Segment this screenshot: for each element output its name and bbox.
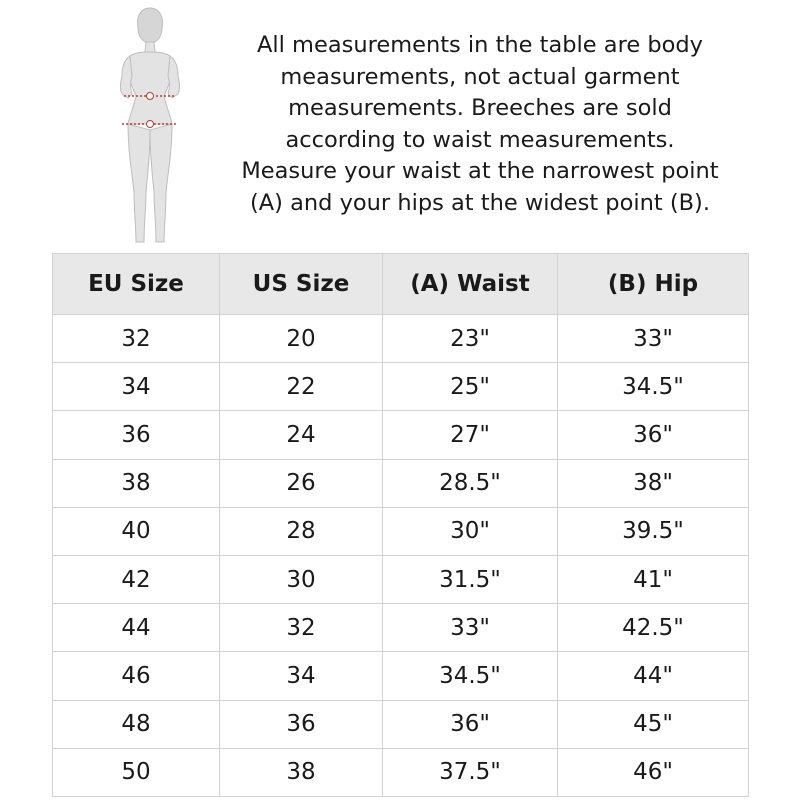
- us-size-cell: 20: [220, 315, 383, 363]
- waist-cell: 30": [383, 507, 558, 555]
- eu-size-cell: 50: [53, 748, 220, 796]
- header-waist: (A) Waist: [383, 254, 558, 315]
- size-chart-table: [52, 253, 749, 797]
- hip-cell: 38": [558, 459, 749, 507]
- hip-cell: 45": [558, 700, 749, 748]
- instruction-line: according to waist measurements.: [285, 126, 675, 153]
- waist-cell: 36": [383, 700, 558, 748]
- eu-size-cell: 32: [53, 315, 220, 363]
- body-measurement-figure: [100, 2, 210, 252]
- waist-cell: 25": [383, 363, 558, 411]
- hip-cell: 41": [558, 555, 749, 603]
- us-size-cell: 30: [220, 555, 383, 603]
- us-size-cell: 26: [220, 459, 383, 507]
- waist-cell: 31.5": [383, 555, 558, 603]
- hip-cell: 34.5": [558, 363, 749, 411]
- waist-cell: 28.5": [383, 459, 558, 507]
- waist-cell: 34.5": [383, 652, 558, 700]
- table-row: [53, 555, 749, 603]
- eu-size-cell: 44: [53, 604, 220, 652]
- table-row: [53, 363, 749, 411]
- eu-size-cell: 42: [53, 555, 220, 603]
- eu-size-cell: 36: [53, 411, 220, 459]
- table-header-row: [53, 254, 749, 315]
- table-row: [53, 315, 749, 363]
- hip-cell: 33": [558, 315, 749, 363]
- table-row: [53, 507, 749, 555]
- hip-cell: 36": [558, 411, 749, 459]
- us-size-cell: 24: [220, 411, 383, 459]
- us-size-cell: 34: [220, 652, 383, 700]
- hip-cell: 39.5": [558, 507, 749, 555]
- us-size-cell: 22: [220, 363, 383, 411]
- instruction-line: Measure your waist at the narrowest point: [241, 158, 719, 184]
- instruction-line: measurements. Breeches are sold: [288, 95, 672, 121]
- table-row: [53, 652, 749, 700]
- us-size-cell: 28: [220, 507, 383, 555]
- table-row: [53, 604, 749, 652]
- body-outline-icon: [100, 2, 210, 252]
- hip-cell: 42.5": [558, 604, 749, 652]
- instruction-line: measurements, not actual garment: [280, 63, 680, 90]
- instruction-line: (A) and your hips at the widest point (B).: [250, 189, 710, 216]
- hip-cell: 46": [558, 748, 749, 796]
- us-size-cell: 38: [220, 748, 383, 796]
- eu-size-cell: 34: [53, 363, 220, 411]
- table-row: [53, 411, 749, 459]
- waist-cell: 23": [383, 315, 558, 363]
- header-eu-size: EU Size: [53, 254, 220, 315]
- instruction-line: All measurements in the table are body: [257, 32, 703, 58]
- us-size-cell: 32: [220, 604, 383, 652]
- eu-size-cell: 48: [53, 700, 220, 748]
- eu-size-cell: 38: [53, 459, 220, 507]
- header-hip: (B) Hip: [558, 254, 749, 315]
- table-row: [53, 748, 749, 796]
- hip-cell: 44": [558, 652, 749, 700]
- eu-size-cell: 40: [53, 507, 220, 555]
- eu-size-cell: 46: [53, 652, 220, 700]
- waist-cell: 33": [383, 604, 558, 652]
- header-us-size: US Size: [220, 254, 383, 315]
- table-row: [53, 700, 749, 748]
- waist-cell: 37.5": [383, 748, 558, 796]
- table-row: [53, 459, 749, 507]
- measurement-instructions: [215, 30, 745, 219]
- us-size-cell: 36: [220, 700, 383, 748]
- waist-cell: 27": [383, 411, 558, 459]
